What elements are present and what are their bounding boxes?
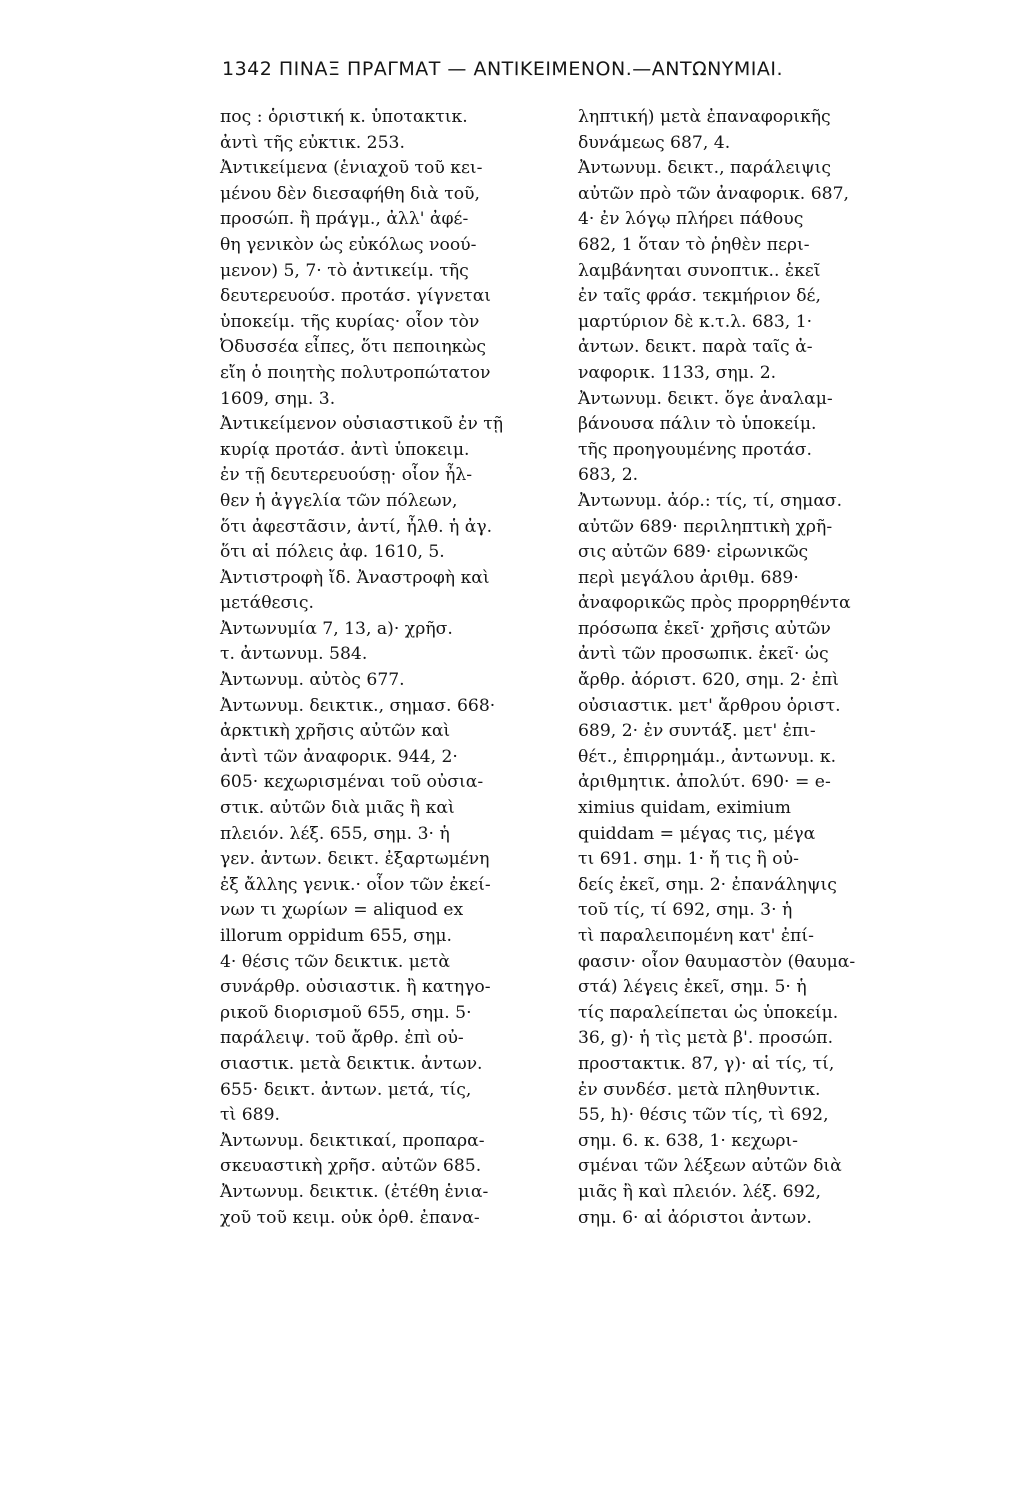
index-line: δείς ἐκεῖ, σημ. 2· ἐπανάληψις [578, 874, 837, 895]
index-line: ἀριθμητικ. ἀπολύτ. 690· = e- [578, 772, 831, 793]
index-line: περὶ μεγάλου ἀριθμ. 689· [578, 567, 799, 588]
index-line: ἀντὶ τῆς εὐκτικ. 253. [220, 132, 405, 153]
index-line: ἀντὶ τῶν προσωπικ. ἐκεῖ· ὡς [578, 644, 829, 665]
index-line: τὶ 689. [220, 1105, 280, 1126]
index-line: συνάρθρ. οὐσιαστικ. ἢ κατηγο- [220, 977, 491, 998]
index-line: μιᾶς ἢ καὶ πλειόν. λέξ. 692, [578, 1181, 821, 1202]
index-line: μαρτύριον δὲ κ.τ.λ. 683, 1· [578, 311, 813, 332]
index-line: θέτ., ἐπιρρημάμ., ἀντωνυμ. κ. [578, 746, 837, 767]
index-line: θη γενικὸν ὡς εὐκόλως νοού- [220, 234, 477, 255]
index-line: Ἀντιστροφὴ ἴδ. Ἀναστροφὴ καὶ [220, 567, 490, 588]
index-line: Ἀντωνυμ. δεικτικαί, προπαρα- [220, 1130, 485, 1151]
index-line: 36, g)· ἡ τὶς μετὰ β'. προσώπ. [578, 1028, 834, 1049]
index-line: προστακτικ. 87, γ)· αἱ τίς, τί, [578, 1053, 835, 1074]
index-line: Ἀντωνυμ. δεικτικ. (ἐτέθη ἑνια- [220, 1181, 489, 1202]
index-line: μενον) 5, 7· τὸ ἀντικείμ. τῆς [220, 260, 469, 281]
index-line: ρικοῦ διορισμοῦ 655, σημ. 5· [220, 1002, 472, 1023]
index-line: Ἀντικείμενα (ἑνιαχοῦ τοῦ κει- [220, 158, 483, 179]
index-line: ὅτι αἱ πόλεις ἀφ. 1610, 5. [220, 542, 445, 563]
index-line: ἐν ταῖς φράσ. τεκμήριον δέ, [578, 286, 821, 307]
index-line: μετάθεσις. [220, 593, 315, 614]
index-line: δευτερευούσ. προτάσ. γίγνεται [220, 286, 492, 307]
index-line: σημ. 6. κ. 638, 1· κεχωρι- [578, 1130, 798, 1151]
index-line: σμέναι τῶν λέξεων αὐτῶν διὰ [578, 1156, 842, 1177]
index-line: 55, h)· θέσις τῶν τίς, τὶ 692, [578, 1105, 829, 1126]
index-line: 655· δεικτ. ἀντων. μετά, τίς, [220, 1079, 472, 1100]
index-line: σιαστικ. μετὰ δεικτικ. ἀντων. [220, 1053, 483, 1074]
index-line: λαμβάνηται συνοπτικ.. ἐκεῖ [578, 260, 821, 281]
index-line: 683, 2. [578, 465, 639, 486]
index-line: μένου δὲν διεσαφήθη διὰ τοῦ, [220, 183, 480, 204]
index-line: εἴη ὁ ποιητὴς πολυτροπώτατον [220, 362, 491, 383]
index-line: τὶ παραλειπομένη κατ' ἐπί- [578, 926, 814, 946]
index-line: Ἀντωνυμ. δεικτικ., σημασ. 668· [220, 695, 496, 716]
index-line: 1609, σημ. 3. [220, 388, 336, 409]
index-line: οὐσιαστικ. μετ' ἄρθρου ὁριστ. [578, 695, 841, 716]
index-line: στά) λέγεις ἐκεῖ, σημ. 5· ἡ [578, 977, 807, 998]
left-column [220, 105, 542, 1231]
index-line: αὐτῶν 689· περιληπτικὴ χρῆ- [578, 516, 833, 537]
index-line: τι 691. σημ. 1· ἤ τις ἢ οὐ- [578, 849, 799, 870]
index-line: σις αὐτῶν 689· εἰρωνικῶς [578, 542, 809, 563]
right-column [578, 105, 900, 1231]
index-line: ἀρκτικὴ χρῆσις αὐτῶν καὶ [220, 721, 451, 742]
index-line: κυρίᾳ προτάσ. ἀντὶ ὑποκειμ. [220, 439, 470, 460]
index-line: Ἀντωνυμ. δεικτ. ὅγε ἀναλαμ- [578, 388, 833, 409]
index-line: 689, 2· ἐν συντάξ. μετ' ἐπι- [578, 721, 816, 742]
index-line: 4· ἐν λόγῳ πλήρει πάθους [578, 209, 804, 230]
index-line: γεν. ἀντων. δεικτ. ἐξαρτωμένη [220, 849, 490, 870]
index-line: ναφορικ. 1133, σημ. 2. [578, 362, 777, 383]
index-line: Ὀδυσσέα εἶπες, ὅτι πεποιηκὼς [220, 337, 487, 358]
index-line: quiddam = μέγας τις, μέγα [578, 823, 816, 844]
index-line: ἐξ ἄλλης γενικ.· οἷον τῶν ἐκεί- [220, 874, 491, 895]
index-line: Ἀντωνυμ. δεικτ., παράλειψις [578, 158, 832, 179]
index-line: ὅτι ἀφεστᾶσιν, ἀντί, ἦλθ. ἡ ἀγ. [220, 516, 493, 537]
index-line: ἄρθρ. ἀόριστ. 620, σημ. 2· ἐπὶ [578, 670, 840, 691]
index-line: ἐν τῇ δευτερευούσῃ· οἷον ἦλ- [220, 465, 473, 486]
index-line: πρόσωπα ἐκεῖ· χρῆσις αὐτῶν [578, 618, 831, 639]
index-line: 682, 1 ὅταν τὸ ῥηθὲν περι- [578, 234, 810, 255]
index-line: ὑποκείμ. τῆς κυρίας· οἷον τὸν [220, 311, 480, 332]
index-line: ληπτική) μετὰ ἐπαναφορικῆς [578, 107, 831, 127]
index-line: ἀντὶ τῶν ἀναφορικ. 944, 2· [220, 746, 458, 767]
index-line: νων τι χωρίων = aliquod ex [220, 900, 464, 921]
index-line: illorum oppidum 655, σημ. [220, 926, 452, 946]
running-head: 1342 ΠΙΝΑΞ ΠΡΑΓΜΑΤ — ΑΝΤΙΚΕΙΜΕΝΟΝ.—ΑΝΤΩΝΥΜΙΑΙ. [222, 58, 784, 80]
index-line: ἀντων. δεικτ. παρὰ ταῖς ἀ- [578, 337, 813, 358]
index-line: Ἀντωνυμία 7, 13, a)· χρῆσ. [220, 618, 453, 639]
index-line: χοῦ τοῦ κειμ. οὐκ ὀρθ. ἐπανα- [220, 1207, 480, 1228]
index-line: δυνάμεως 687, 4. [578, 132, 731, 153]
index-line: ἀναφορικῶς πρὸς προρρηθέντα [578, 593, 851, 614]
index-line: 4· θέσις τῶν δεικτικ. μετὰ [220, 951, 450, 972]
index-line: τίς παραλείπεται ὡς ὑποκείμ. [578, 1002, 839, 1023]
index-line: βάνουσα πάλιν τὸ ὑποκείμ. [578, 414, 817, 435]
index-line: 605· κεχωρισμέναι τοῦ οὐσια- [220, 772, 484, 793]
index-line: Ἀντωνυμ. ἀόρ.: τίς, τί, σημασ. [578, 490, 843, 511]
index-line: Ἀντικείμενον οὐσιαστικοῦ ἐν τῇ [220, 414, 504, 435]
index-line: σημ. 6· αἱ ἀόριστοι ἀντων. [578, 1207, 812, 1228]
index-line: προσώπ. ἢ πράγμ., ἀλλ' ἀφέ- [220, 209, 469, 230]
index-line: αὐτῶν πρὸ τῶν ἀναφορικ. 687, [578, 183, 849, 204]
index-line: πλειόν. λέξ. 655, σημ. 3· ἡ [220, 823, 450, 844]
index-line: σκευαστικὴ χρῆσ. αὐτῶν 685. [220, 1156, 482, 1177]
index-line: πος : ὁριστική κ. ὑποτακτικ. [220, 107, 468, 127]
index-line: παράλειψ. τοῦ ἄρθρ. ἐπὶ οὐ- [220, 1028, 464, 1049]
index-line: στικ. αὐτῶν διὰ μιᾶς ἢ καὶ [220, 798, 455, 819]
index-line: θεν ἡ ἀγγελία τῶν πόλεων, [220, 490, 458, 511]
index-line: ἐν συνδέσ. μετὰ πληθυντικ. [578, 1079, 821, 1100]
index-line: ximius quidam, eximium [578, 798, 791, 819]
index-line: τ. ἀντωνυμ. 584. [220, 644, 368, 665]
index-line: Ἀντωνυμ. αὐτὸς 677. [220, 670, 405, 691]
index-line: φασιν· οἷον θαυμαστὸν (θαυμα- [578, 951, 856, 972]
index-line: τοῦ τίς, τί 692, σημ. 3· ἡ [578, 900, 793, 921]
index-line: τῆς προηγουμένης προτάσ. [578, 439, 812, 460]
